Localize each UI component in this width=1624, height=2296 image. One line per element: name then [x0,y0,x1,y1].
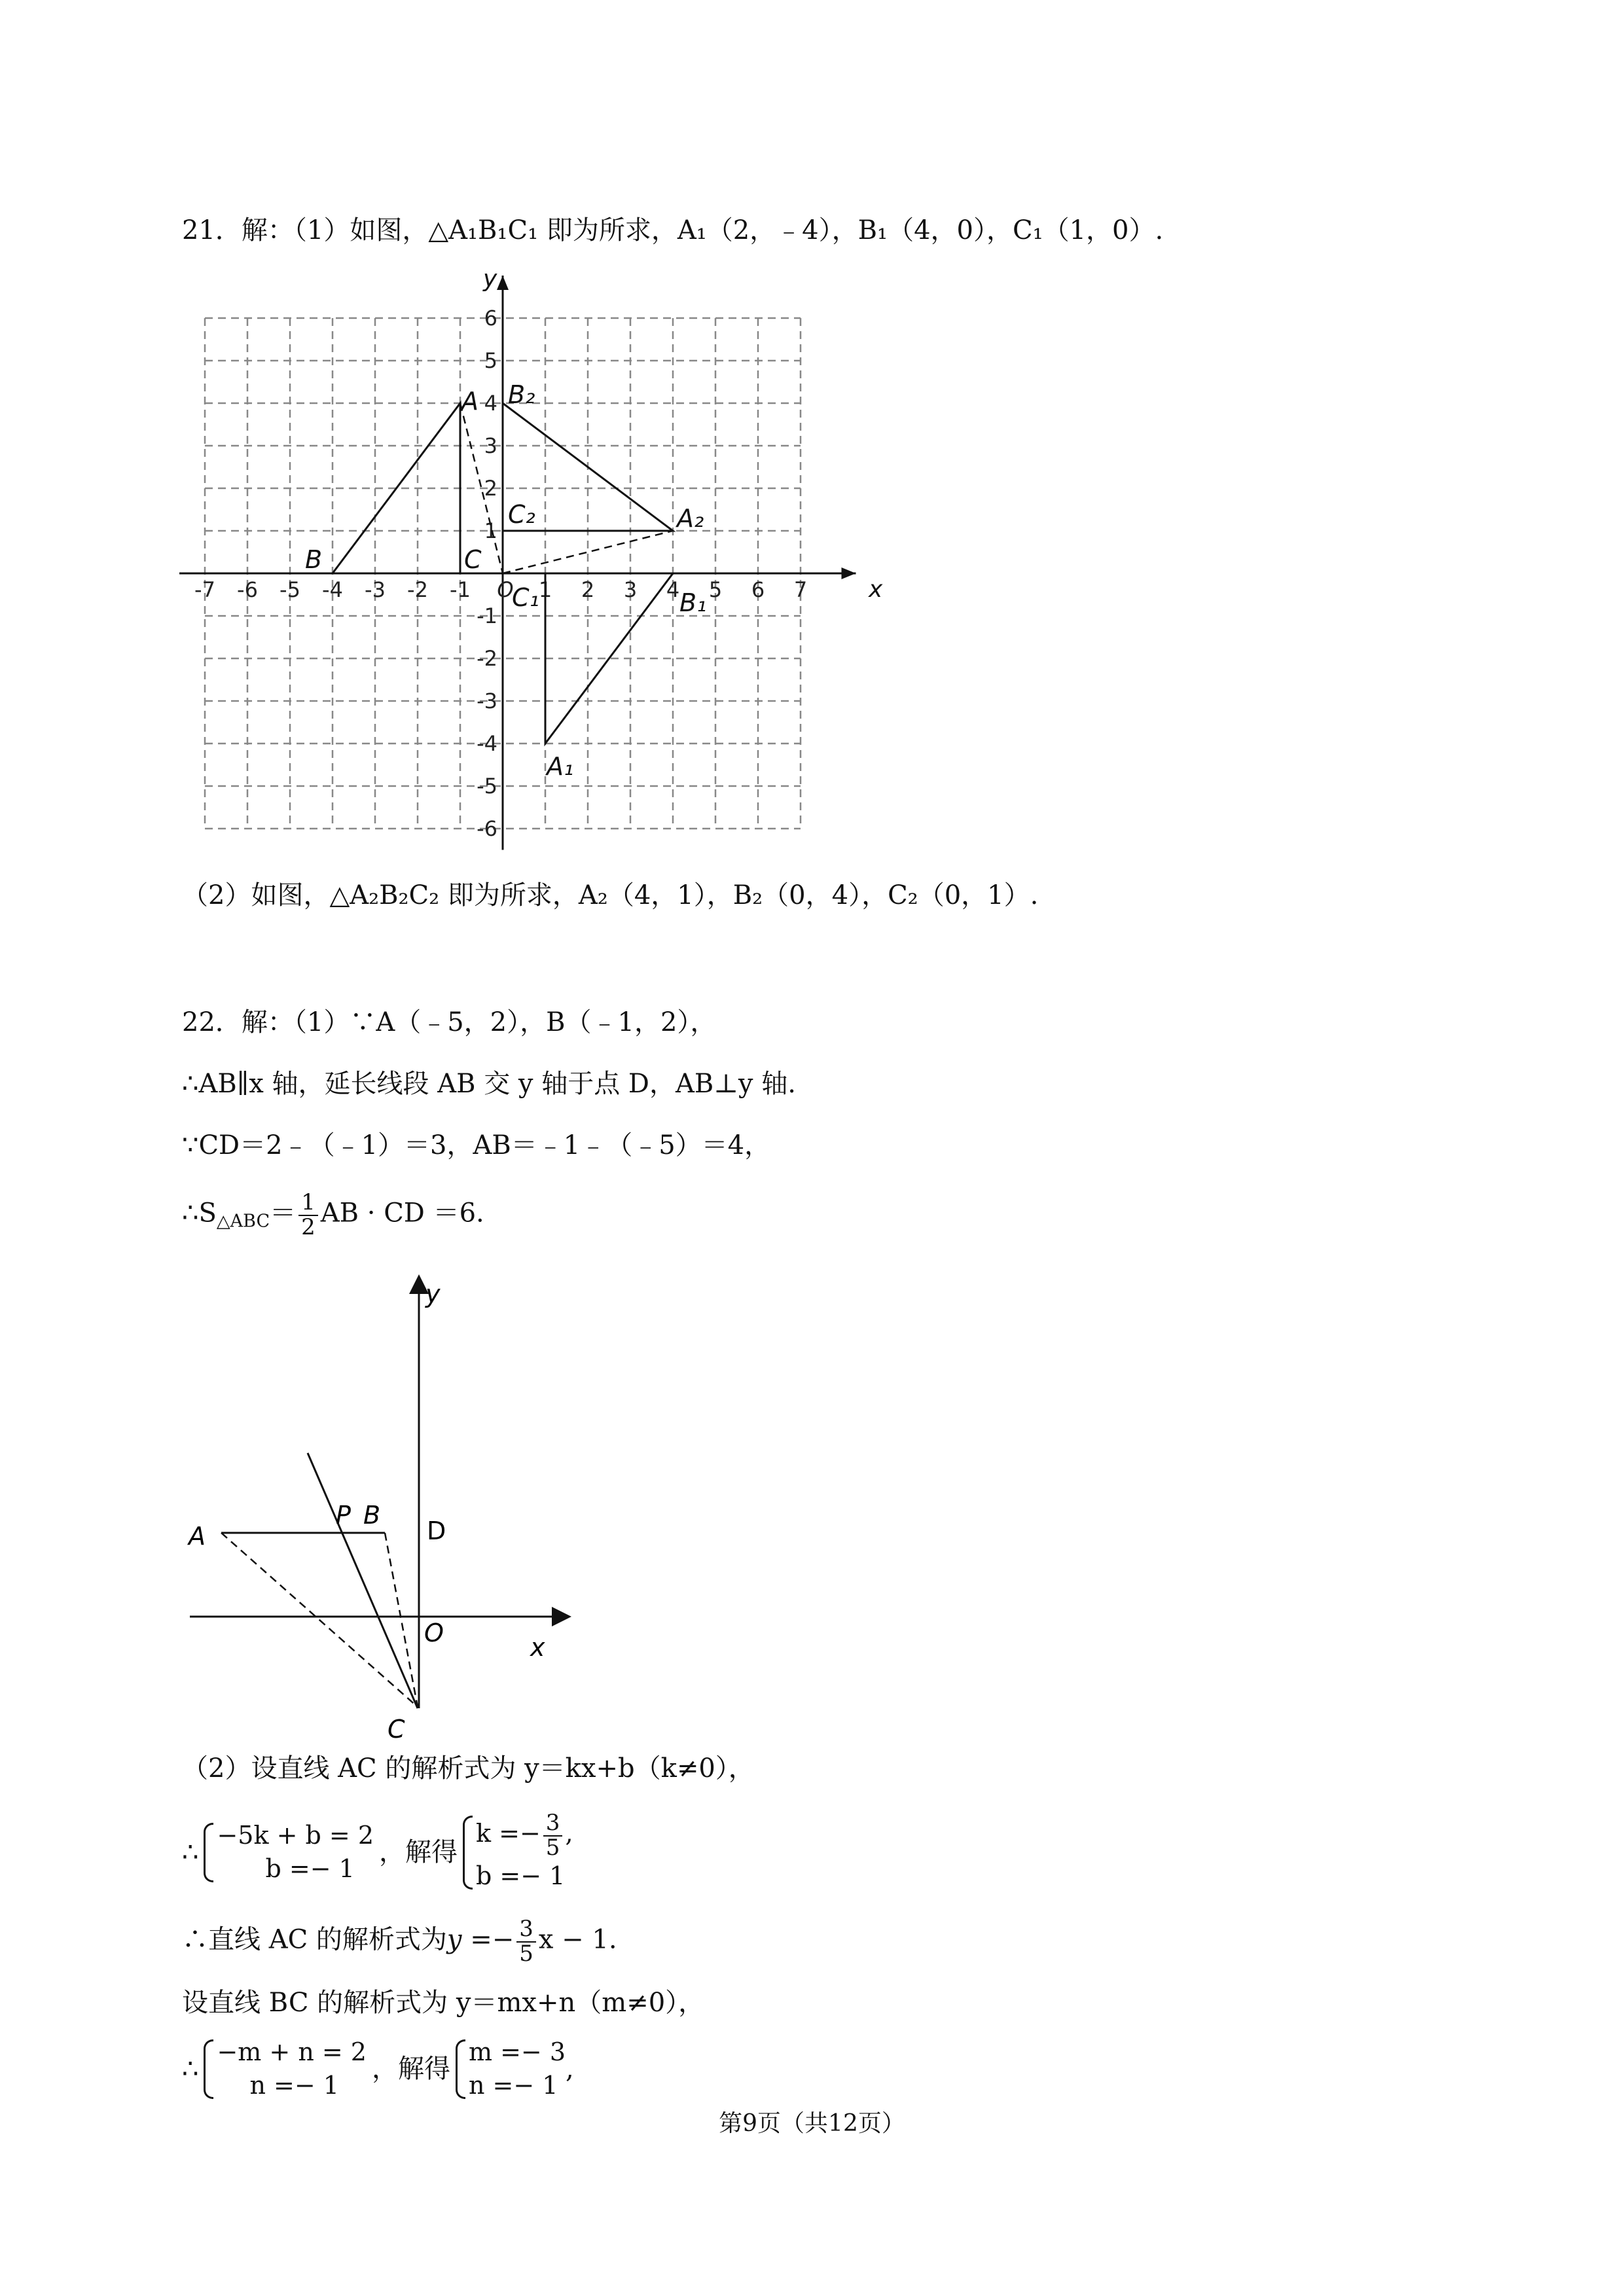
x-tick-label: -3 [365,577,386,602]
x-tick-label: 6 [751,577,765,602]
y-axis-label: y [483,265,497,293]
system1-row2: b =− 1 [265,1854,355,1884]
label-b1: B₁ [679,588,707,617]
label-c: C [464,545,482,574]
y-tick-label: 2 [484,476,497,501]
fraction-numerator: 1 [298,1191,318,1216]
area-symbol: ∴S [182,1198,217,1229]
q22-line7: 设直线 BC 的解析式为 y＝mx+n（m≠0）， [182,1988,705,2018]
equation-system-1 [200,1819,374,1886]
solution1-fraction [543,1812,563,1859]
line6-eq-right: x − 1. [538,1924,617,1955]
q21-coordinate-graph [177,255,884,864]
x-axis-label: x [869,576,883,603]
q22-line5: （2）设直线 AC 的解析式为 y＝kx+b（k≠0）， [182,1753,755,1784]
x-tick-label: -1 [450,577,471,602]
q22-line1: 22．解：（1）∵A（﹣5，2），B（﹣1，2）， [182,1007,717,1037]
axes [179,276,856,850]
label-a2: A₂ [677,504,704,533]
x-tick-label: -4 [322,577,343,602]
label-c2: C₂ [508,500,535,529]
fraction-denominator: 5 [545,1834,560,1861]
y-tick-label: -4 [477,731,497,756]
q22-figure [177,1263,635,1748]
fraction-numerator: 3 [516,1918,536,1943]
line-through-p [308,1453,418,1708]
label-c1: C₁ [512,583,539,612]
line6-text: ∴直线 AC 的解析式为 [182,1924,447,1955]
solution-system-1 [459,1812,573,1893]
x-tick-label: -7 [194,577,215,602]
area-subscript: △ABC [216,1211,270,1232]
comma: , [565,1819,573,1848]
y-tick-label: -6 [477,816,497,841]
q21-line1: 21．解：（1）如图，△A₁B₁C₁ 即为所求，A₁（2，﹣4），B₁（4，0），C₁（1，0）. [182,215,1164,245]
y-tick-label: -5 [477,774,497,798]
one-half-fraction [298,1191,318,1239]
label-p: P [336,1501,351,1530]
solution2-row1: m =− 3 [468,2037,566,2066]
x-tick-label: 4 [666,577,680,602]
x-tick-label: 5 [708,577,723,602]
solution-system-2 [452,2036,566,2103]
x-tick-label: -6 [237,577,258,602]
x-tick-label: 7 [793,577,808,602]
q22-line2: ∴AB∥x 轴，延长线段 AB 交 y 轴于点 D，AB⊥y 轴. [182,1069,796,1099]
x-tick-label: -5 [280,577,300,602]
equation-system-2 [200,2036,367,2103]
q22-system2 [182,2036,574,2103]
solution1-row2: b =− 1 [476,1861,566,1891]
therefore-symbol: ∴ [182,2054,199,2085]
segment-bc-dashed [385,1533,418,1707]
solution1-k-eq: k =− [476,1819,541,1848]
x-tick-label: 1 [538,577,552,602]
system2-row2: n =− 1 [249,2071,339,2100]
system2-row1: −m + n = 2 [217,2037,367,2066]
system1-row1: −5k + b = 2 [217,1821,374,1850]
label-b: B [305,545,323,574]
solution1-row1 [476,1812,573,1859]
y-tick-label: 1 [484,518,497,543]
fraction-denominator: 2 [301,1213,316,1240]
line6-eq-left: y =− [446,1924,514,1955]
label-a: A [189,1522,206,1551]
fraction-denominator: 5 [519,1940,533,1967]
solve-text: ，解得 [371,2054,450,2085]
y-tick-label: -2 [477,646,497,671]
segment-ac-dashed [221,1533,418,1707]
label-a1: A₁ [547,752,574,781]
q22-line6 [182,1918,617,1965]
q22-line3: ∵CD＝2﹣（﹣1）＝3，AB＝﹣1﹣（﹣5）＝4， [182,1130,771,1160]
y-tick-label: 3 [484,433,497,458]
x-tick-label: -2 [407,577,428,602]
x-tick-label: O [497,577,514,602]
x-axis-arrow [842,567,856,579]
tick-labels [194,265,883,841]
label-b2: B₂ [508,380,535,409]
label-o: O [424,1619,444,1647]
solution2-row2: n =− 1 [468,2071,558,2100]
label-a: A [461,387,478,416]
label-c: C [388,1715,405,1744]
area-formula-rest: AB · CD ＝6. [320,1198,484,1229]
comma: , [566,2054,574,2085]
q22-system1 [182,1812,573,1893]
y-axis-arrow [497,276,509,290]
label-y: y [425,1280,441,1308]
y-tick-label: 4 [484,391,497,416]
therefore-symbol: ∴ [182,1837,199,1868]
q22-line4 [182,1191,484,1239]
x-tick-label: 3 [623,577,638,602]
x-tick-label: 2 [581,577,595,602]
fraction-numerator: 3 [543,1812,563,1837]
y-tick-label: -3 [477,689,497,713]
solve-text: ，解得 [379,1837,458,1868]
label-x: x [530,1633,545,1662]
label-d: D [427,1516,446,1545]
label-b: B [363,1501,381,1530]
y-tick-label: 5 [484,348,497,373]
page-footer: 第9页（共12页） [719,2110,905,2137]
y-tick-label: 6 [484,306,497,331]
equals-sign: ＝ [270,1198,297,1229]
y-tick-label: -1 [477,603,497,628]
line6-fraction [516,1918,536,1965]
q21-line2: （2）如图，△A₂B₂C₂ 即为所求，A₂（4，1），B₂（0，4），C₂（0，1）. [182,880,1039,910]
